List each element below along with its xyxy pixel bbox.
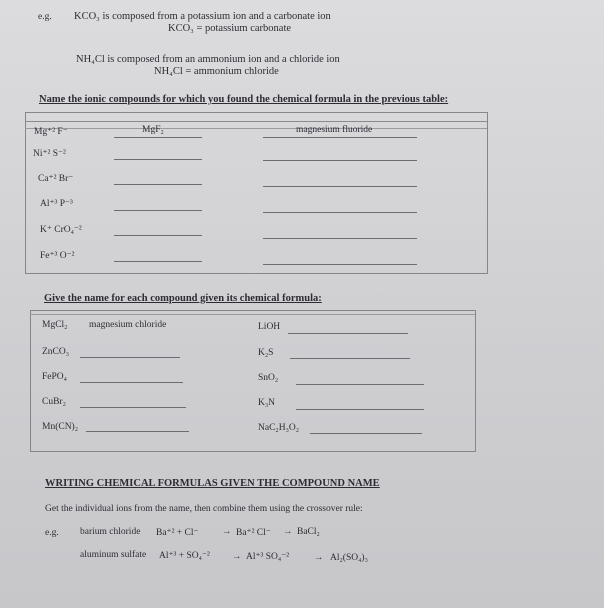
ex1-ions: Ba⁺² + Cl⁻ <box>156 528 199 538</box>
ex2-ions: Al⁺³ + SO₄⁻² <box>159 551 210 561</box>
s1-row1-formula-line[interactable] <box>114 137 202 138</box>
section1-table <box>25 112 488 274</box>
ex1-cross: Ba⁺² Cl⁻ <box>236 528 271 538</box>
example-line-1: KCO₃ is composed from a potassium ion and a carbonate ion <box>74 11 331 22</box>
example-eg-label: e.g. <box>38 12 52 22</box>
s2-right2-formula: K₂S <box>258 348 274 358</box>
s1-row6-formula-line[interactable] <box>114 261 202 262</box>
s2-right1-formula: LiOH <box>258 322 281 332</box>
ex1-arrow-1-icon: → <box>222 527 232 537</box>
s1-row5-ions: K⁺ CrO₄⁻² <box>40 225 82 235</box>
s2-right4-line[interactable] <box>296 409 424 410</box>
example-line-4: NH₄Cl = ammonium chloride <box>154 66 279 77</box>
section3-eg-label: e.g. <box>45 528 59 538</box>
example-line-3: NH₄Cl is composed from an ammonium ion and a chloride ion <box>76 54 340 65</box>
ex2-arrow-1-icon: → <box>232 552 242 562</box>
example-line-2: KCO₃ = potassium carbonate <box>168 23 292 34</box>
s1-row6-name-line[interactable] <box>263 264 417 265</box>
s2-left2-line[interactable] <box>80 357 180 358</box>
s1-row3-ions: Ca⁺² Br⁻ <box>38 174 74 184</box>
section3-heading: WRITING CHEMICAL FORMULAS GIVEN THE COMPOUND NAME <box>45 478 380 489</box>
section1-table-divider <box>25 128 487 129</box>
ex2-cross: Al⁺³ SO₄⁻² <box>246 552 290 562</box>
s1-row6-ions: Fe⁺³ O⁻² <box>40 251 75 261</box>
s1-row4-formula-line[interactable] <box>114 210 202 211</box>
s1-row2-name-line[interactable] <box>263 160 417 161</box>
s2-right5-formula: NaC₂H₃O₂ <box>258 423 300 433</box>
s1-row1-ions: Mg⁺² F⁻ <box>34 127 68 137</box>
s1-row5-formula-line[interactable] <box>114 235 202 236</box>
s1-row1-name: magnesium fluoride <box>296 125 373 135</box>
s1-row5-name-line[interactable] <box>263 238 417 239</box>
s2-right3-formula: SnO₂ <box>258 373 279 383</box>
s2-left1-formula: MgCl₂ <box>42 320 68 330</box>
s2-left2-formula: ZnCO₃ <box>42 347 70 357</box>
s2-right1-line[interactable] <box>288 333 408 334</box>
s2-left5-formula: Mn(CN)₂ <box>42 422 79 432</box>
ex1-result: BaCl₂ <box>297 527 320 537</box>
section3-instruction: Get the individual ions from the name, then combine them using the crossover rule: <box>45 504 363 514</box>
ex1-arrow-2-icon: → <box>283 527 293 537</box>
s1-row1-name-line[interactable] <box>263 137 417 138</box>
s2-left1-name: magnesium chloride <box>89 320 167 330</box>
s1-row2-ions: Ni⁺² S⁻² <box>33 149 66 159</box>
s2-right5-line[interactable] <box>310 433 422 434</box>
ex1-name: barium chloride <box>80 527 141 537</box>
ex2-arrow-2-icon: → <box>314 553 324 563</box>
s1-row4-name-line[interactable] <box>263 212 417 213</box>
s2-left5-line[interactable] <box>86 431 189 432</box>
s1-row2-formula-line[interactable] <box>114 159 202 160</box>
s1-row1-formula: MgF₂ <box>142 125 164 135</box>
s2-left3-line[interactable] <box>80 382 183 383</box>
ex2-result: Al₂(SO₄)₃ <box>330 553 368 563</box>
section2-heading: Give the name for each compound given its chemical formula: <box>44 293 322 304</box>
ex2-name: aluminum sulfate <box>80 550 147 560</box>
s2-left3-formula: FePO₄ <box>42 372 67 382</box>
s2-right4-formula: K₃N <box>258 398 276 408</box>
s2-left4-formula: CuBr₂ <box>42 397 66 407</box>
s1-row4-ions: Al⁺³ P⁻³ <box>40 199 73 209</box>
s2-right3-line[interactable] <box>296 384 424 385</box>
s2-left4-line[interactable] <box>80 407 186 408</box>
section2-table-divider <box>30 314 475 315</box>
s1-row3-name-line[interactable] <box>263 186 417 187</box>
section1-heading: Name the ionic compounds for which you found the chemical formula in the previous table: <box>39 94 449 105</box>
s1-row3-formula-line[interactable] <box>114 184 202 185</box>
s2-right2-line[interactable] <box>290 358 410 359</box>
